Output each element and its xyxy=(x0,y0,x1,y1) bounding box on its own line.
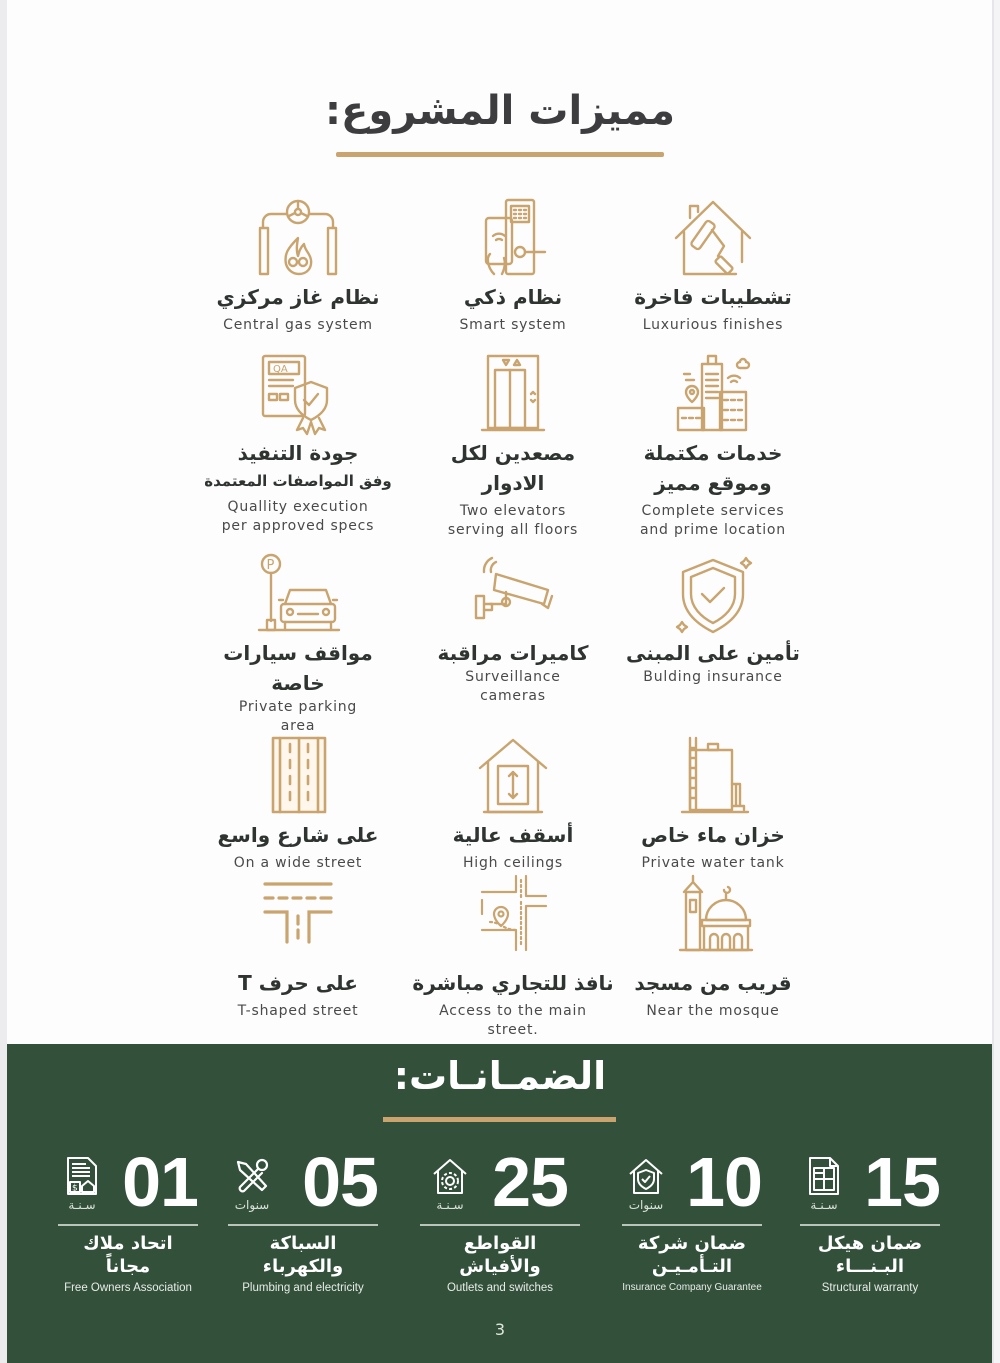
divider xyxy=(800,1224,940,1226)
title-underline xyxy=(336,152,664,157)
cctv-camera-icon xyxy=(468,552,558,636)
city-services-icon xyxy=(668,352,758,436)
guarantee-title-en: Plumbing and electricity xyxy=(242,1282,364,1294)
guarantee-years: 05 xyxy=(302,1143,378,1221)
feature-title-ar: نظام غاز مركزي xyxy=(216,285,380,309)
guarantee-title-en: Structural warranty xyxy=(821,1282,919,1294)
feature-title-en: High ceilings xyxy=(462,855,564,871)
guarantee-outlets xyxy=(420,1143,580,1294)
owners-doc-icon xyxy=(62,1156,102,1196)
guarantee-title-en: Insurance Company Guarantee xyxy=(622,1282,762,1293)
mosque-icon xyxy=(668,872,758,956)
feature-title-en: Private parking xyxy=(238,699,358,715)
feature-item xyxy=(603,734,823,873)
feature-item xyxy=(603,872,823,1021)
features-title: مميزات المشروع: xyxy=(325,88,675,134)
blueprint-icon xyxy=(804,1156,844,1196)
house-gear-icon xyxy=(430,1156,470,1196)
feature-title-ar: على حرف T xyxy=(238,971,358,995)
feature-item xyxy=(403,552,623,706)
guarantee-years: 15 xyxy=(864,1143,940,1221)
guarantee-years: 25 xyxy=(492,1143,568,1221)
feature-title-ar-line2: الادوار xyxy=(481,471,545,495)
feature-item xyxy=(603,552,823,687)
guarantee-title-ar: السباكة والكهرباء xyxy=(262,1233,344,1277)
divider xyxy=(420,1224,580,1226)
guarantees-title: الضمـانـات: xyxy=(393,1054,607,1098)
feature-item xyxy=(188,552,408,736)
guarantee-owners xyxy=(58,1143,198,1294)
page-number: 3 xyxy=(494,1320,506,1339)
wide-road-icon xyxy=(253,734,343,818)
scrollbar-track[interactable] xyxy=(0,0,7,1363)
feature-title-en: T-shaped street xyxy=(237,1003,359,1019)
qa-certificate-icon xyxy=(253,352,343,436)
feature-title-en-line2: per approved specs xyxy=(221,518,375,534)
feature-title-ar-line2: خاصة xyxy=(271,671,325,695)
feature-item xyxy=(188,352,408,536)
parking-car-icon xyxy=(253,552,343,636)
guarantee-years: 10 xyxy=(686,1143,762,1221)
guarantee-unit: سـنـة xyxy=(436,1198,464,1212)
feature-title-en: Bulding insurance xyxy=(643,669,783,685)
feature-title-en: On a wide street xyxy=(233,855,363,871)
feature-title-en: Private water tank xyxy=(641,855,785,871)
guarantee-title-ar: ضمان هيكل xyxy=(817,1233,923,1254)
guarantee-title-en: Free Owners Association xyxy=(64,1282,192,1294)
t-junction-icon xyxy=(253,872,343,956)
paint-roller-house-icon xyxy=(668,196,758,280)
divider xyxy=(228,1224,378,1226)
guarantee-title-ar-line2: التـأمـيـن xyxy=(651,1256,733,1277)
feature-title-ar-line2: وموقع مميز xyxy=(654,471,772,495)
house-shield-icon xyxy=(626,1156,666,1196)
feature-title-ar: نافذ للتجاري مباشرة xyxy=(412,971,614,995)
feature-title-ar: جودة التنفيذ xyxy=(237,441,359,465)
feature-title-en-line2: area xyxy=(280,718,316,734)
guarantee-plumbing xyxy=(228,1143,378,1294)
gas-system-icon xyxy=(253,196,343,280)
feature-title-ar: على شارع واسع xyxy=(217,823,379,847)
guarantee-title-ar: القواطع والأفياش xyxy=(459,1233,541,1277)
guarantee-unit: سنوات xyxy=(234,1198,270,1212)
feature-title-en-line2: and prime location xyxy=(640,522,786,538)
feature-title-en-line2: street. xyxy=(487,1022,539,1038)
feature-title-en: Access to the main xyxy=(439,1003,587,1019)
feature-title-en: Quallity execution xyxy=(227,499,369,515)
guarantee-unit: سنوات xyxy=(628,1198,664,1212)
tools-icon xyxy=(232,1156,272,1196)
feature-title-ar: نظام ذكي xyxy=(463,285,563,309)
guarantee-insurance xyxy=(622,1143,762,1293)
guarantee-unit: سـنـة xyxy=(68,1198,96,1212)
feature-item xyxy=(188,872,408,1021)
high-ceiling-icon xyxy=(468,734,558,818)
feature-title-ar: تأمين على المبنى xyxy=(626,641,800,665)
water-tank-icon xyxy=(668,734,758,818)
feature-item xyxy=(403,352,623,540)
guarantee-title-en: Outlets and switches xyxy=(446,1282,554,1294)
feature-title-en: Two elevators xyxy=(459,503,567,519)
divider xyxy=(58,1224,198,1226)
feature-title-en: Near the mosque xyxy=(646,1003,780,1019)
feature-item xyxy=(403,734,623,873)
guarantee-title-ar-line2: البـنـــاء xyxy=(835,1256,905,1277)
smart-lock-icon xyxy=(468,196,558,280)
guarantee-years: 01 xyxy=(122,1143,198,1221)
feature-item xyxy=(403,196,623,335)
guarantee-unit: سـنـة xyxy=(810,1198,838,1212)
feature-title-ar: قريب من مسجد xyxy=(634,971,792,995)
feature-title-ar-line2: وفق المواصفات المعتمدة xyxy=(204,472,392,490)
feature-item xyxy=(403,872,623,1040)
feature-title-ar: كاميرات مراقبة xyxy=(437,641,589,665)
guarantee-structural xyxy=(800,1143,940,1294)
feature-item xyxy=(603,352,823,540)
feature-item xyxy=(603,196,823,335)
shield-check-icon xyxy=(668,552,758,636)
feature-item xyxy=(188,734,408,873)
feature-title-en-line2: cameras xyxy=(480,688,546,704)
feature-title-ar: مواقف سيارات xyxy=(223,641,373,665)
elevator-icon xyxy=(468,352,558,436)
map-pin-road-icon xyxy=(468,872,558,956)
page-edge xyxy=(992,0,994,1363)
feature-title-en: Luxurious finishes xyxy=(642,317,784,333)
guarantees-underline xyxy=(383,1117,616,1122)
feature-title-ar: تشطيبات فاخرة xyxy=(634,285,792,309)
divider xyxy=(622,1224,762,1226)
feature-title-en: Surveillance xyxy=(465,669,561,685)
feature-title-en: Central gas system xyxy=(223,317,373,333)
feature-title-en-line2: serving all floors xyxy=(447,522,579,538)
feature-title-ar: مصعدين لكل xyxy=(450,441,576,465)
guarantee-title-ar: ضمان شركة xyxy=(637,1233,747,1254)
feature-title-ar: خدمات مكتملة xyxy=(643,441,783,465)
feature-title-ar: خزان ماء خاص xyxy=(641,823,785,847)
feature-item xyxy=(188,196,408,335)
feature-title-en: Complete services xyxy=(641,503,785,519)
feature-title-ar: أسقف عالية xyxy=(452,823,574,847)
guarantee-title-ar: اتحاد ملاك مجاناً xyxy=(83,1233,173,1277)
feature-title-en: Smart system xyxy=(459,317,567,333)
